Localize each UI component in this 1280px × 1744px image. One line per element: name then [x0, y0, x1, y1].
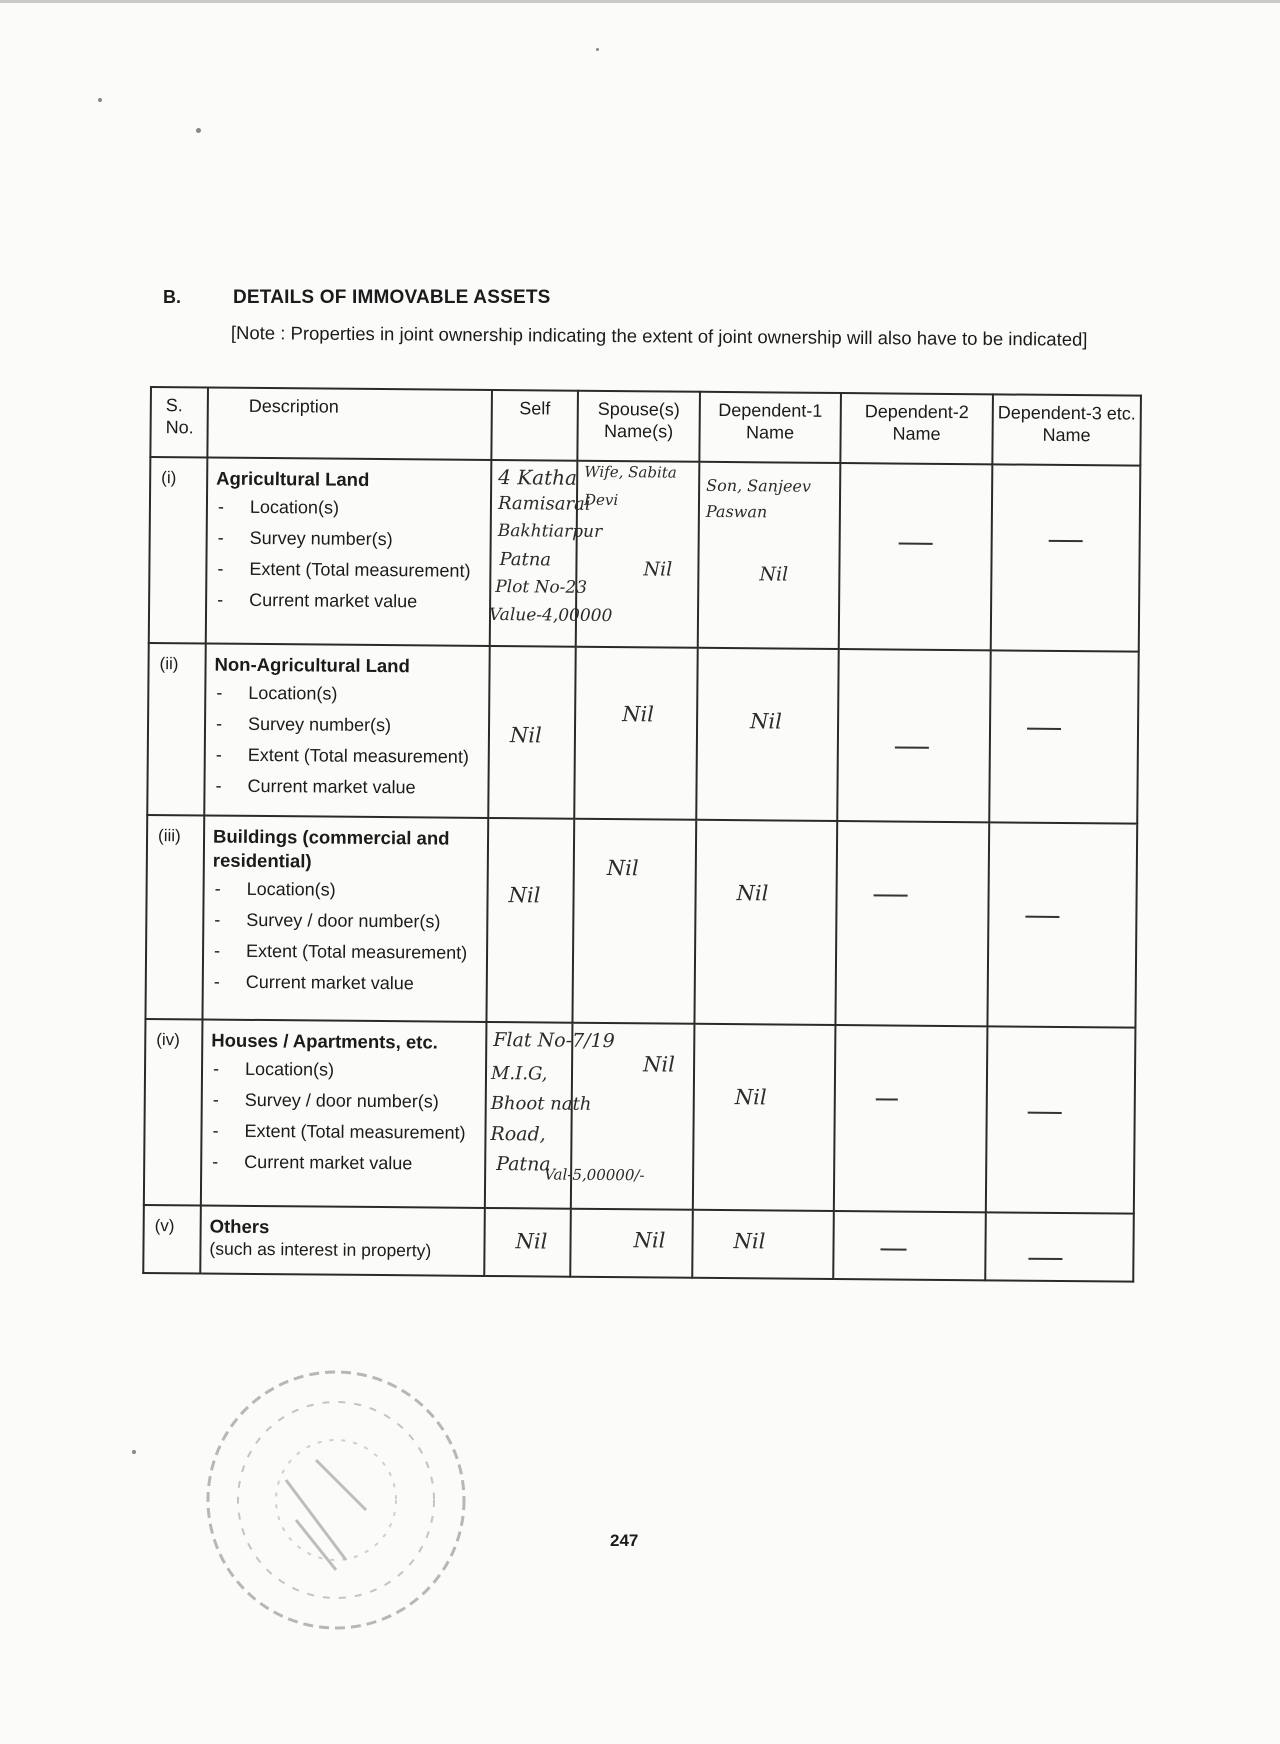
list-item: - Current market value — [215, 588, 483, 614]
list-item: - Extent (Total measurement) — [210, 1119, 478, 1145]
dash-mark — [1025, 916, 1059, 918]
dependent-2-cell — [837, 649, 990, 822]
spouse-cell — [572, 819, 696, 1024]
dependent-2-cell — [835, 821, 989, 1026]
row-number: (v) — [143, 1205, 201, 1273]
list-item: - Extent (Total measurement) — [212, 939, 480, 965]
dependent-3-cell — [989, 650, 1138, 823]
scan-speck — [98, 98, 102, 102]
self-cell — [485, 1022, 645, 1209]
dependent-1-cell — [696, 648, 838, 821]
handwritten-entry: Plot No-23 — [495, 577, 588, 598]
table-header-row — [150, 387, 1141, 466]
dash-mark — [874, 894, 908, 896]
spouse-cell — [574, 647, 697, 820]
header-spouse: Spouse(s) Name(s) — [577, 391, 700, 462]
dependent-3-cell — [991, 464, 1141, 651]
dependent-1-cell — [694, 820, 837, 1025]
header-dependent-2: Dependent-2 Name — [840, 393, 993, 464]
row-number: (iv) — [144, 1019, 203, 1205]
row-category: Non-Agricultural Land — [214, 653, 410, 677]
row-category: Buildings (commercial and residential) — [212, 825, 450, 872]
list-item: - Survey number(s) — [216, 526, 484, 552]
section-note: [Note : Properties in joint ownership indicating the extent of joint ownership will also have to be indicated] — [230, 321, 1088, 350]
list-item: - Current market value — [210, 1150, 478, 1176]
list-item: - Extent (Total measurement) — [214, 743, 482, 769]
self-cell — [484, 1208, 571, 1277]
list-item: - Survey / door number(s) — [211, 1088, 479, 1114]
list-item: - Location(s) — [214, 681, 482, 707]
section-title: DETAILS OF IMMOVABLE ASSETS — [233, 287, 551, 308]
row-category: Agricultural Land — [216, 467, 370, 490]
scan-edge — [0, 0, 1280, 3]
list-item: - Survey / door number(s) — [212, 908, 480, 934]
row-items — [213, 681, 482, 800]
handwritten-entry: 4 Katha — [498, 465, 578, 490]
handwritten-entry: Val-5,00000/- — [544, 1165, 645, 1185]
handwritten-entry: Wife, Sabita Devi — [583, 462, 677, 510]
handwritten-entry: Flat No-7/19 — [493, 1029, 615, 1053]
dependent-1-cell — [693, 1024, 836, 1211]
handwritten-entry: Nil — [642, 1052, 676, 1077]
scan-speck — [196, 128, 201, 133]
self-cell — [488, 460, 613, 647]
list-item: - Current market value — [212, 970, 480, 996]
handwritten-entry: Bakhtiarpur — [497, 521, 603, 542]
dependent-3-cell — [986, 1026, 1136, 1213]
header-sno: S. No. — [150, 387, 208, 457]
self-cell — [488, 646, 575, 819]
immovable-assets-table — [142, 386, 1140, 1315]
handwritten-entry: Nil — [515, 1229, 548, 1254]
handwritten-entry: Nil — [734, 1085, 767, 1110]
dash-mark — [876, 1098, 898, 1100]
header-dependent-1: Dependent-1 Name — [699, 392, 841, 463]
table-row — [145, 815, 1137, 1028]
handwritten-entry: Value-4,00000 — [488, 604, 613, 627]
row-number: (ii) — [147, 643, 205, 815]
spouse-cell — [570, 1209, 693, 1278]
page-number: 247 — [610, 1531, 639, 1550]
handwritten-entry: Son, Sanjeev Paswan — [705, 475, 812, 522]
dash-mark — [895, 747, 929, 749]
table-row — [149, 457, 1141, 652]
list-item: - Current market value — [213, 774, 481, 800]
table-row — [143, 1205, 1134, 1282]
table-row — [147, 643, 1138, 824]
dependent-1-cell — [698, 462, 841, 649]
row-description — [204, 643, 489, 817]
dash-mark — [880, 1248, 906, 1250]
handwritten-entry: Nil — [509, 723, 542, 748]
dash-mark — [1027, 728, 1061, 730]
header-description: Description — [207, 388, 492, 460]
list-item: - Extent (Total measurement) — [215, 557, 483, 583]
row-description — [201, 1019, 487, 1207]
list-item: - Location(s) — [211, 1057, 479, 1083]
scan-speck — [132, 1450, 136, 1454]
list-item: - Location(s) — [213, 877, 481, 903]
dash-mark — [1049, 540, 1083, 542]
row-items — [212, 877, 481, 996]
row-number: (iii) — [145, 815, 204, 1019]
dependent-2-cell — [839, 463, 993, 650]
scan-speck — [596, 48, 599, 51]
handwritten-entry: Nil — [733, 1229, 766, 1254]
handwritten-entry: Nil — [633, 1228, 666, 1253]
dependent-2-cell — [834, 1025, 988, 1212]
section-letter: B. — [163, 287, 181, 307]
dependent-3-cell — [987, 822, 1137, 1027]
row-items — [210, 1057, 479, 1176]
row-category: Houses / Apartments, etc. — [211, 1029, 438, 1053]
row-description — [200, 1205, 485, 1275]
header-dependent-3: Dependent-3 etc. Name — [992, 394, 1141, 465]
handwritten-entry: Nil — [508, 883, 541, 908]
row-number: (i) — [149, 457, 208, 643]
handwritten-entry: Nil — [643, 558, 673, 581]
dependent-1-cell — [692, 1210, 834, 1279]
dash-mark — [1028, 1112, 1062, 1114]
handwritten-entry: Nil — [759, 563, 789, 586]
spouse-cell — [576, 461, 700, 648]
dash-mark — [899, 543, 933, 545]
handwritten-entry: Nil — [749, 709, 783, 734]
table-row — [144, 1019, 1136, 1214]
self-cell — [486, 818, 574, 1023]
handwritten-entry: Bhoot nath — [490, 1093, 592, 1115]
handwritten-entry: Nil — [606, 856, 639, 881]
handwritten-entry: Ramisarai — [497, 493, 591, 515]
handwritten-entry: Nil — [622, 702, 655, 727]
list-item: - Survey number(s) — [214, 712, 482, 738]
header-self: Self — [491, 390, 578, 461]
handwritten-entry: M.I.G, — [490, 1063, 548, 1085]
spouse-cell — [571, 1023, 695, 1210]
dependent-3-cell — [985, 1212, 1134, 1281]
handwritten-entry: Patna — [496, 1153, 551, 1176]
handwritten-entry: Patna — [499, 549, 552, 571]
row-description — [206, 458, 492, 646]
list-item: - Location(s) — [216, 495, 484, 521]
row-description — [202, 815, 488, 1021]
dash-mark — [1028, 1258, 1062, 1260]
row-category-subtitle: (such as interest in property) — [209, 1238, 432, 1261]
row-items — [215, 495, 484, 614]
dependent-2-cell — [833, 1211, 986, 1280]
official-seal-stamp — [196, 1360, 476, 1640]
row-category: Others — [209, 1215, 270, 1238]
handwritten-entry: Nil — [736, 881, 769, 906]
handwritten-entry: Road, — [490, 1123, 546, 1146]
